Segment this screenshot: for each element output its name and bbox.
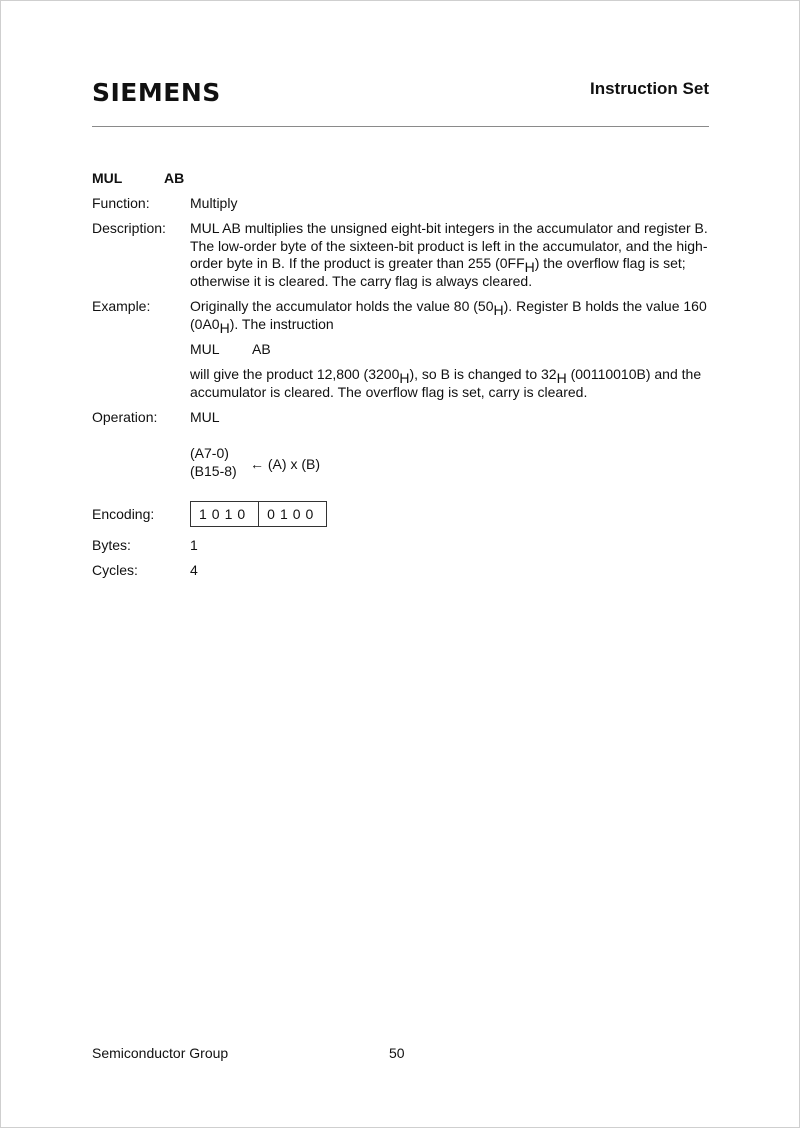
operation-dest-b: (B15-8) [190,463,237,479]
description-label: Description: [92,220,166,236]
siemens-logo: SIEMENS [92,78,221,107]
cycles-value: 4 [190,562,198,578]
example-paragraph-2 [190,366,710,401]
example-paragraph-1 [190,298,710,336]
encoding-box [190,501,327,527]
hex-subscript: H [493,302,504,318]
example-code-operand: AB [252,341,271,357]
description-text [190,220,710,290]
encoding-label: Encoding: [92,506,155,522]
example-text: ), so B is changed to 32 [409,366,557,382]
example-label: Example: [92,298,151,314]
instruction-mnemonic: MUL [92,170,123,186]
instruction-operand: AB [164,170,185,186]
page-number: 50 [389,1045,405,1061]
description-part: MUL AB multiplies the unsigned eight-bit integers in the accumulator and register B. The low-order byte of the sixteen-bit product is left in the accumulator, and the high-order byte in B. If the product is greater than 255 (0FF [190,220,708,271]
footer-publisher: Semiconductor Group [92,1045,229,1061]
description-part: ) the overflow flag is set; otherwise it is cleared. The carry flag is always cleared. [190,255,686,289]
example-text: Originally the accumulator holds the value 80 (50 [190,298,494,314]
bytes-label: Bytes: [92,537,131,553]
hex-subscript: H [399,370,410,386]
function-label: Function: [92,195,150,211]
encoding-low-nibble: 0100 [258,502,326,526]
operation-dest-a: (A7-0) [190,445,229,461]
example-code-mnemonic: MUL [190,341,220,357]
encoding-high-nibble: 1010 [199,506,251,522]
operation-label: Operation: [92,409,158,425]
example-text: ). Register B holds the value 160 (0A0 [190,298,707,332]
example-text: (00110010B) and the accumulator is cleared. The overflow flag is set, carry is cleared. [190,366,702,400]
hex-subscript: H [219,319,230,336]
hex-subscript: H [524,259,535,275]
section-title: Instruction Set [589,79,709,98]
function-value: Multiply [190,195,238,211]
example-text: ). The instruction [229,315,334,332]
bytes-value: 1 [190,537,198,553]
hex-subscript: H [556,370,567,386]
cycles-label: Cycles: [92,562,138,578]
operation-name: MUL [190,409,220,425]
example-text: will give the product 12,800 (3200 [190,366,400,382]
operation-expression: ← (A) x (B) [250,456,320,472]
header-divider [92,126,709,127]
